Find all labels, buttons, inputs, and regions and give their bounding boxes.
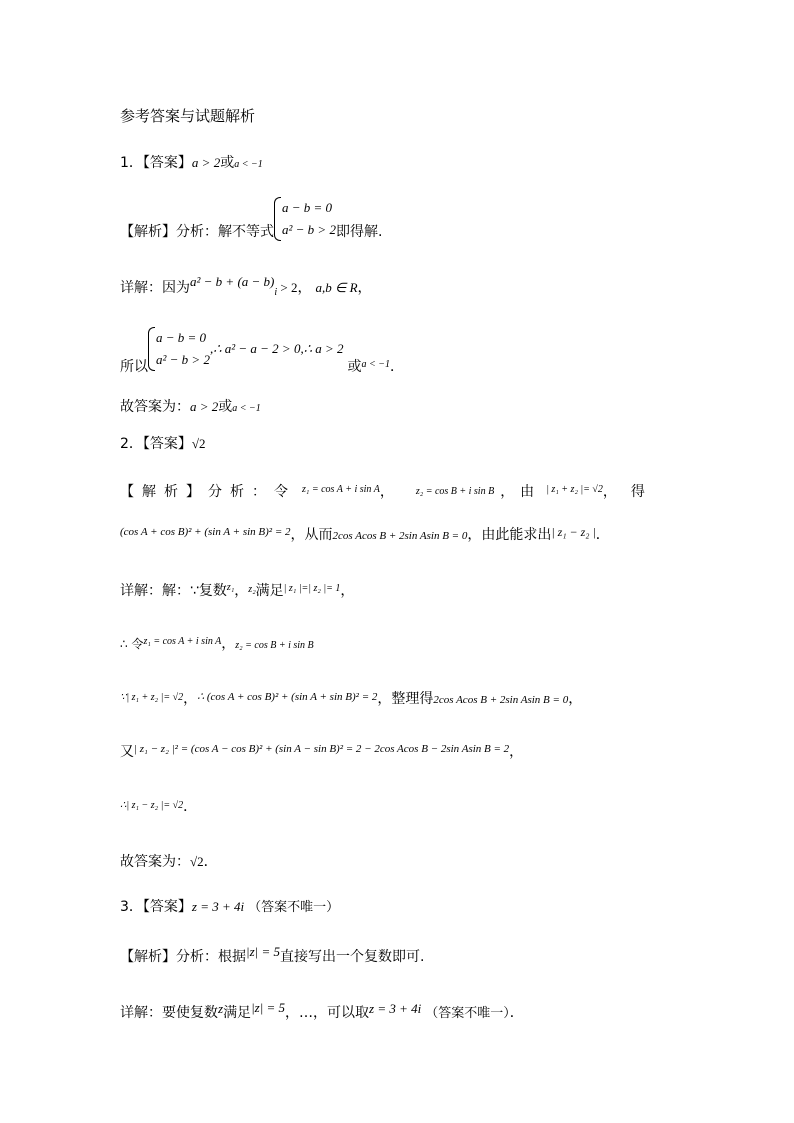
q1-so-or: 或 bbox=[347, 359, 362, 375]
q1-so-end: ． bbox=[389, 359, 404, 375]
q1-so-system bbox=[148, 327, 210, 371]
q2-detail-prefix: 详解：解：∵复数 bbox=[120, 583, 227, 599]
q2-so bbox=[120, 797, 197, 819]
q2-eq-line-2: 2cos Acos B + 2sin Asin B = 0 bbox=[332, 530, 468, 542]
q3-answer-note: （答案不唯一） bbox=[248, 900, 340, 915]
q3-analysis-prefix: 【解析】分析：根据 bbox=[120, 949, 246, 965]
q2-analysis-z1: z₁ = cos A + i sin A bbox=[302, 484, 380, 495]
q2-analysis-get: ，得 bbox=[602, 484, 659, 500]
q1-answer-math-1: a > 2 bbox=[191, 155, 221, 170]
q1-so-sys-2: a² − b > 2 bbox=[156, 352, 210, 367]
q2-final bbox=[120, 852, 218, 872]
q3-detail-cond: |z| = 5 bbox=[251, 1000, 286, 1015]
q3-detail-z: z bbox=[218, 1001, 224, 1016]
q2-analysis bbox=[120, 482, 659, 504]
q2-answer-label: 2．【答案】 bbox=[120, 436, 192, 452]
q1-analysis-sys-2: a² − b > 2 bbox=[282, 222, 336, 237]
q2-since-math: ∵| z₁ + z₂ |= √2 bbox=[120, 692, 184, 703]
q1-detail-math-2: > 2 bbox=[277, 280, 298, 295]
q2-analysis-mod: | z₁ + z₂ |= √2 bbox=[546, 484, 603, 495]
q1-final bbox=[120, 397, 261, 419]
q2-final-math: √2 bbox=[190, 854, 204, 869]
q1-detail-sep: ， bbox=[297, 280, 312, 296]
q2-detail-z2: z₂ bbox=[248, 584, 256, 595]
q2-let bbox=[120, 634, 314, 656]
q1-answer-or: 或 bbox=[220, 155, 235, 171]
q2-since-comma: ， bbox=[183, 691, 198, 707]
q2-also-prefix: 又 bbox=[120, 744, 134, 760]
q2-also bbox=[120, 742, 523, 763]
q2-eq-target: | z₁ − z₂ | bbox=[551, 525, 596, 539]
q2-detail-end: ， bbox=[340, 583, 355, 599]
q1-final-or: 或 bbox=[218, 399, 233, 415]
q2-so-math: ∴| z₁ − z₂ |= √2 bbox=[120, 800, 184, 811]
q2-eq-line: (cos A + cos B)² + (sin A + sin B)² = 2 bbox=[120, 526, 291, 538]
q2-analysis-z2: z₂ = cos B + i sin B bbox=[415, 486, 495, 497]
q2-also-end: ， bbox=[509, 744, 524, 760]
q2-eq-stop: ． bbox=[595, 527, 610, 543]
q3-analysis-math: |z| = 5 bbox=[246, 944, 280, 959]
q1-analysis-prefix: 【解析】分析：解不等式 bbox=[120, 224, 274, 240]
q2-also-math: | z₁ − z₂ |² = (cos A − cos B)² + (sin A − sin B)² = 2 − 2cos Acos B − 2sin Asin B = 2 bbox=[134, 743, 510, 755]
q2-let-comma: ， bbox=[221, 636, 236, 652]
q2-final-end: ． bbox=[203, 854, 218, 870]
q1-answer-math-2: a < −1 bbox=[234, 159, 263, 170]
page-title: 参考答案与试题解析 bbox=[120, 107, 256, 125]
q3-answer-math: z = 3 + 4i bbox=[191, 899, 245, 914]
q1-detail-math-1: a² − b + (a − b) bbox=[190, 274, 275, 289]
q2-detail-satisfy: 满足 bbox=[255, 583, 284, 599]
q3-detail-note: （答案不唯一） bbox=[425, 1006, 510, 1021]
q3-detail-satisfy: 满足 bbox=[223, 1005, 252, 1021]
q2-since-end: ， bbox=[568, 691, 583, 707]
q1-answer-label: 1．【答案】 bbox=[120, 155, 192, 171]
q1-final-math-1: a > 2 bbox=[190, 399, 219, 414]
q2-final-prefix: 故答案为： bbox=[120, 854, 190, 870]
q2-since-math-2: ∴ (cos A + cos B)² + (sin A + sin B)² = 2 bbox=[197, 691, 378, 703]
q2-detail-z1: z₁ bbox=[226, 582, 235, 593]
q1-analysis-system bbox=[274, 197, 336, 241]
q1-detail-math-sub: i bbox=[274, 287, 278, 298]
q1-detail-prefix: 详解：因为 bbox=[120, 280, 190, 296]
q2-detail-cond: | z₁ |=| z₂ |= 1 bbox=[283, 583, 341, 594]
q3-answer-label: 3．【答案】 bbox=[120, 899, 192, 915]
q2-so-end: ． bbox=[183, 799, 198, 815]
q2-answer bbox=[120, 434, 206, 454]
q2-since bbox=[120, 689, 582, 711]
q2-since-mid: ，整理得 bbox=[377, 691, 434, 707]
q3-answer bbox=[120, 897, 339, 918]
q2-analysis-comma: ， bbox=[379, 484, 394, 500]
q2-eq-end: ，由此能求出 bbox=[467, 527, 552, 543]
q1-detail bbox=[120, 274, 372, 300]
q1-detail-end: ， bbox=[357, 280, 372, 296]
q2-let-z1: z₁ = cos A + i sin A bbox=[143, 636, 222, 647]
q1-final-math-2: a < −1 bbox=[232, 403, 261, 414]
q3-detail-end: ． bbox=[509, 1005, 524, 1021]
q2-let-prefix: ∴ 令 bbox=[120, 637, 144, 651]
q1-analysis-suffix: 即得解. bbox=[335, 224, 383, 240]
q1-analysis-sys-1: a − b = 0 bbox=[282, 200, 333, 215]
q2-answer-math: √2 bbox=[191, 436, 206, 451]
q2-eq-mid: ，从而 bbox=[290, 527, 333, 543]
q1-so-math: ,∴ a² − a − 2 > 0,∴ a > 2 bbox=[209, 341, 344, 356]
q1-so-prefix: 所以 bbox=[120, 359, 148, 375]
q3-detail bbox=[120, 1000, 524, 1024]
q1-analysis bbox=[120, 197, 382, 241]
q2-eq bbox=[120, 525, 610, 546]
q3-detail-prefix: 详解：要使复数 bbox=[120, 1005, 218, 1021]
q3-analysis-suffix: 直接写出一个复数即可. bbox=[279, 949, 425, 965]
q3-analysis bbox=[120, 944, 425, 967]
q2-let-z2: z₂ = cos B + i sin B bbox=[235, 640, 314, 651]
q1-so-math-2: a < −1 bbox=[361, 359, 390, 370]
q1-answer bbox=[120, 153, 263, 175]
q2-analysis-by: ，由 bbox=[500, 484, 541, 500]
q2-since-math-3: 2cos Acos B + 2sin Asin B = 0 bbox=[433, 694, 569, 706]
q2-detail bbox=[120, 581, 354, 603]
q3-detail-math: z = 3 + 4i bbox=[369, 1001, 422, 1016]
q2-analysis-head: 【解析】分析：令 bbox=[120, 484, 296, 500]
q1-so-sys-1: a − b = 0 bbox=[156, 330, 207, 345]
q1-final-prefix: 故答案为： bbox=[120, 399, 190, 415]
q1-so bbox=[120, 327, 404, 375]
q3-detail-mid: ，…，可以取 bbox=[285, 1005, 370, 1021]
q2-detail-comma: ， bbox=[234, 583, 249, 599]
q1-detail-math-3: a,b ∈ R bbox=[315, 280, 358, 295]
